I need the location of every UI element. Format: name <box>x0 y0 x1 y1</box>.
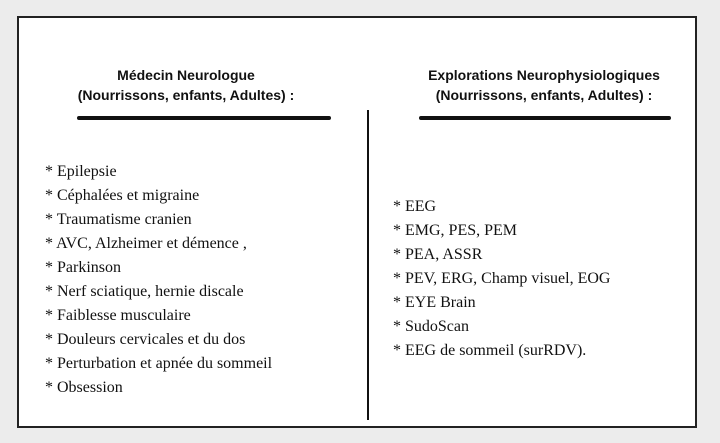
list-item: * Epilepsie <box>45 163 117 180</box>
list-item: * Parkinson <box>45 259 121 276</box>
neurologist-heading <box>41 65 331 105</box>
explorations-heading <box>399 65 689 105</box>
left-heading-underline <box>77 116 331 120</box>
document-frame <box>17 16 697 428</box>
list-item: * SudoScan <box>393 318 469 335</box>
column-divider <box>367 110 369 420</box>
neurophysiology-exams-list <box>393 195 610 363</box>
list-item: * PEA, ASSR <box>393 246 483 263</box>
neurologist-subtitle: (Nourrissons, enfants, Adultes) : <box>77 87 295 103</box>
list-item: * Traumatisme cranien <box>45 211 192 228</box>
list-item: * PEV, ERG, Champ visuel, EOG <box>393 270 611 287</box>
list-item: * Nerf sciatique, hernie discale <box>45 283 244 300</box>
list-item: * AVC, Alzheimer et démence , <box>45 235 247 252</box>
list-item: * EYE Brain <box>393 294 476 311</box>
list-item: * EEG <box>393 198 437 215</box>
list-item: * Douleurs cervicales et du dos <box>45 331 246 348</box>
explorations-title: Explorations Neurophysiologiques <box>428 67 660 83</box>
neurologist-title: Médecin Neurologue <box>117 67 255 83</box>
list-item: * Céphalées et migraine <box>45 187 200 204</box>
list-item: * Faiblesse musculaire <box>45 307 191 324</box>
list-item: * EMG, PES, PEM <box>393 222 518 239</box>
right-heading-underline <box>419 116 671 120</box>
list-item: * EEG de sommeil (surRDV). <box>393 342 587 359</box>
list-item: * Obsession <box>45 379 123 396</box>
neurology-conditions-list <box>45 160 272 400</box>
list-item: * Perturbation et apnée du sommeil <box>45 355 273 372</box>
explorations-subtitle: (Nourrissons, enfants, Adultes) : <box>435 87 653 103</box>
